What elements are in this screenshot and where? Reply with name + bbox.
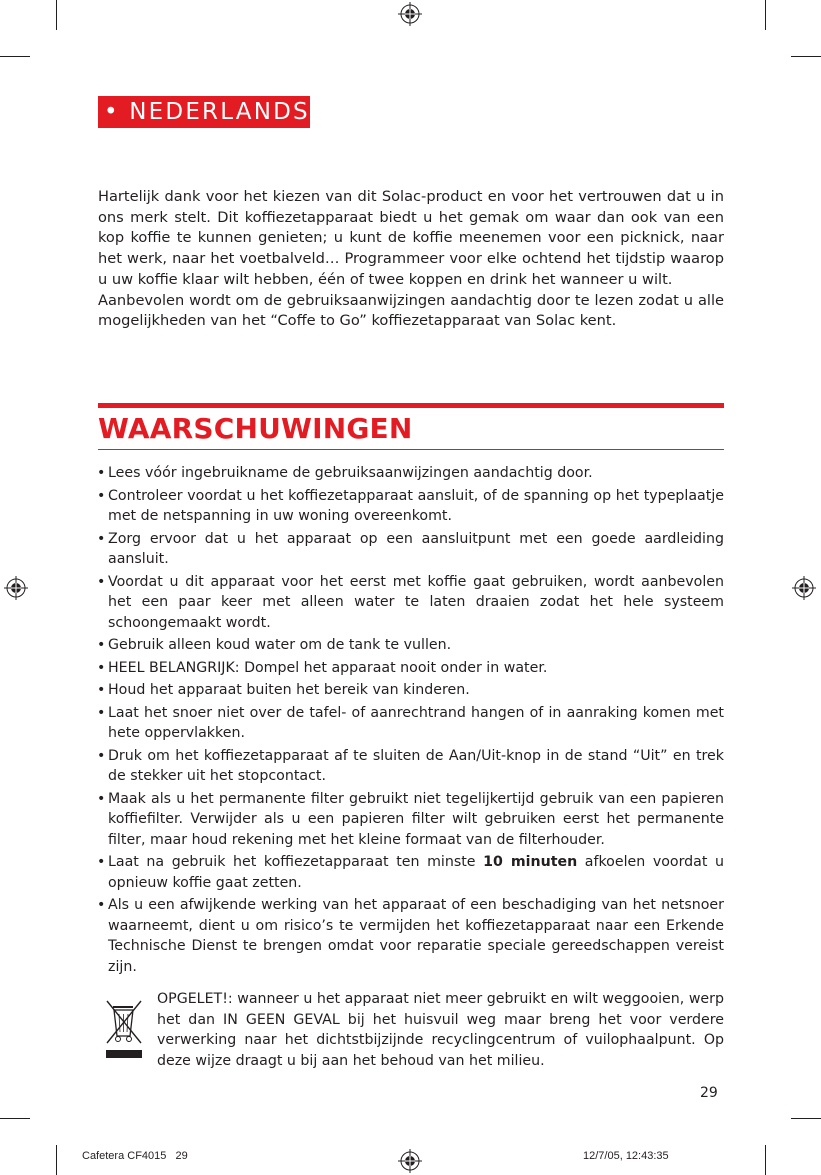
warning-item: • Maak als u het permanente filter gebruikt niet tegelijkertijd gebruik van een papieren koffiefilter. Verwijder als u een papieren filter wilt gebruiken eerst het permanente filter, maar houd rekening met het kleine formaat van de filterhouder.	[98, 789, 724, 851]
warning-item: • Voordat u dit apparaat voor het eerst met koffie gaat gebruiken, wordt aanbevolen het een paar keer met alleen water te laten draaien zodat het hele systeem schoongemaakt wordt.	[98, 572, 724, 634]
warning-item: • Gebruik alleen koud water om de tank te vullen.	[98, 635, 724, 656]
warning-item-cooling	[98, 852, 724, 893]
warnings-list	[98, 463, 724, 979]
disposal-note: OPGELET!: wanneer u het apparaat niet meer gebruikt en wilt weggooien, werp het dan IN GEEN GEVAL bij het huisvuil weg maar breng het voor verdere verwerking naar het dichtstbijzijnde recyclingcentrum of vuilophaalpunt. Op deze wijze draagt u bij aan het behoud van het milieu.	[157, 991, 724, 1069]
intro-text	[98, 187, 724, 332]
print-slug-file: Cafetera CF4015 29	[82, 1150, 188, 1162]
registration-mark-icon	[398, 2, 422, 26]
language-label: • NEDERLANDS	[98, 96, 310, 128]
section-bottom-rule	[98, 449, 724, 450]
warning-item: • Houd het apparaat buiten het bereik van kinderen.	[98, 680, 724, 701]
cooling-text-pre: Laat na gebruik het koffiezetapparaat ten minste	[108, 854, 484, 870]
crop-mark	[765, 1145, 766, 1175]
crossed-out-wheelie-bin-icon	[104, 998, 144, 1060]
cooling-text-post: afkoelen voordat u opnieuw koffie gaat zetten.	[108, 854, 725, 891]
crop-mark	[0, 56, 30, 57]
crop-mark	[56, 1145, 57, 1175]
crop-mark	[765, 0, 766, 30]
warning-item: • Zorg ervoor dat u het apparaat op een aansluitpunt met een goede aardleiding aansluit.	[98, 529, 724, 570]
warning-item: • Controleer voordat u het koffiezetapparaat aansluit, of de spanning op het typeplaatje met de netspanning in uw woning overeenkomt.	[98, 486, 724, 527]
warning-item: • HEEL BELANGRIJK: Dompel het apparaat nooit onder in water.	[98, 658, 724, 679]
warning-item: • Druk om het koffiezetapparaat af te sluiten de Aan/Uit-knop in de stand “Uit” en trek de stekker uit het stopcontact.	[98, 746, 724, 787]
intro-paragraph: Aanbevolen wordt om de gebruiksaanwijzingen aandachtig door te lezen zodat u alle mogelijkheden van het “Coffe to Go” koffiezetapparaat van Solac kent.	[98, 291, 724, 330]
intro-paragraph: Hartelijk dank voor het kiezen van dit Solac-product en voor het vertrouwen dat u in ons merk stelt. Dit koffiezetapparaat biedt u het gemak om waar dan ook van een kop koffie te kunnen genieten; u kunt de koffie meenemen voor een picknick, naar het werk, naar het voetbalveld… Programmeer voor elke ochtend het tijdstip waarop u uw koffie klaar wilt hebben, één of twee koppen en drink het wanneer u wilt.	[98, 188, 724, 288]
warning-item: • Laat het snoer niet over de tafel- of aanrechtrand hangen of in aanraking komen met hete oppervlakken.	[98, 703, 724, 744]
crop-mark	[0, 1118, 30, 1119]
registration-mark-icon	[398, 1149, 422, 1173]
crop-mark	[56, 0, 57, 30]
crop-mark	[791, 1118, 821, 1119]
registration-mark-icon	[4, 576, 28, 600]
print-slug-date: 12/7/05, 12:43:35	[583, 1150, 669, 1162]
page-number: 29	[700, 1085, 718, 1101]
section-heading: WAARSCHUWINGEN	[98, 412, 413, 445]
crop-mark	[791, 56, 821, 57]
section-top-rule	[98, 403, 724, 408]
warning-item: • Als u een afwijkende werking van het apparaat of een beschadiging van het netsnoer waarneemt, dient u om risico’s te vermijden het koffiezetapparaat naar een Erkende Technische Dienst te brengen omdat voor reparatie speciale gereedschappen vereist zijn.	[98, 895, 724, 977]
warning-item: • Lees vóór ingebruikname de gebruiksaanwijzingen aandachtig door.	[98, 463, 724, 484]
registration-mark-icon	[792, 576, 816, 600]
cooling-time: 10 minuten	[483, 854, 578, 870]
